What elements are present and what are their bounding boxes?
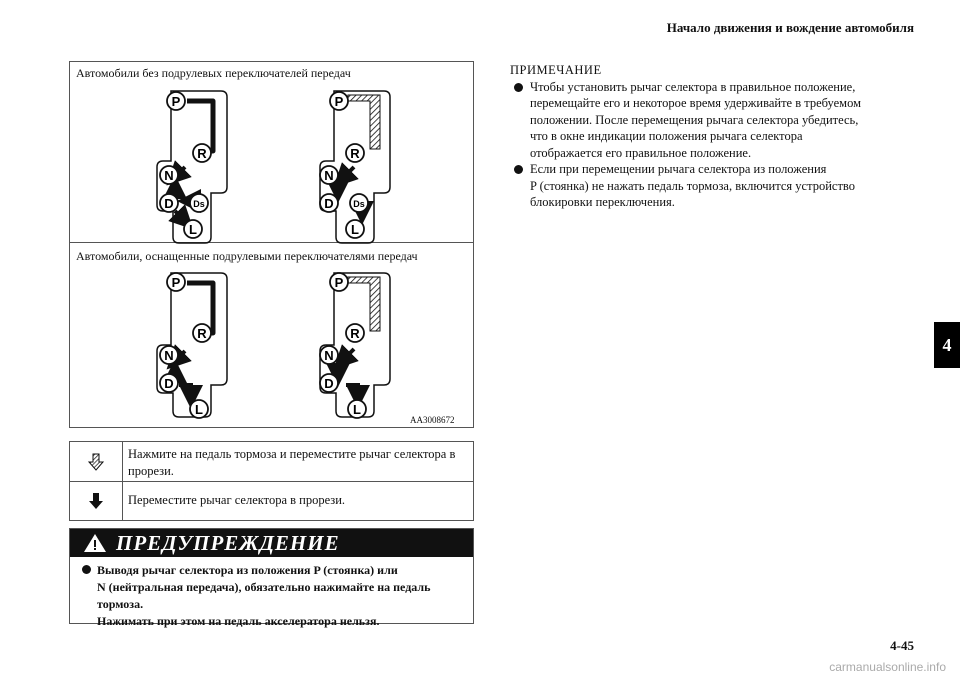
note-item: Если при перемещении рычага селектора из положения P (стоянка) не нажать педаль тормоза, включится устройство блокировки переключения. [510,161,910,211]
gear-ds-label: Ds [193,199,205,209]
gate-labels-2 [320,92,368,238]
gear-r-label: R [197,146,207,161]
gear-l-label: L [189,222,197,237]
svg-text:N: N [324,348,334,363]
gate-diagram-4 [320,273,390,417]
shift-gate-diagrams [69,61,474,428]
figure-caption-bottom: Автомобили, оснащенные подрулевыми переключателями передач [76,249,418,263]
bullet-icon [514,83,523,92]
svg-text:N: N [164,348,174,363]
figure-caption-top: Автомобили без подрулевых переключателей передач [76,66,351,80]
svg-text:P: P [334,94,344,109]
legend-row [70,482,473,520]
legend-text: Переместите рычаг селектора в прорези. [128,493,346,507]
note-item: Чтобы установить рычаг селектора в правильное положение, перемещайте его и некоторое время удерживайте в требуемом положении. После перемещения рычага селектора убедитесь, что в окне индикации положения рычага селектора отображается его правильное положение. [510,79,910,162]
gate-labels-1 [160,92,211,238]
svg-text:D: D [324,196,334,211]
svg-text:D: D [324,376,334,391]
page-number: 4-45 [890,638,914,653]
legend-row [70,442,473,482]
gear-n-label: N [164,168,174,183]
solid-arrow-down-icon [70,482,123,520]
svg-text:L: L [351,222,359,237]
svg-text:Ds: Ds [353,199,365,209]
gate-diagram-3 [157,273,227,417]
figure-code: AA3008672 [410,415,455,425]
svg-text:N: N [324,168,334,183]
gear-p-label: P [171,94,181,109]
note-title: ПРИМЕЧАНИЕ [510,63,602,77]
chapter-tab: 4 [934,322,960,368]
warning-header [70,529,473,557]
warning-box [69,528,474,628]
svg-text:P: P [334,275,344,290]
operations-legend [69,441,474,521]
running-header: Начало движения и вождение автомобиля [666,20,914,35]
gate-labels-3 [160,273,211,418]
bullet-icon [514,165,523,174]
gear-d-label: D [164,196,174,211]
svg-text:R: R [197,326,207,341]
svg-text:P: P [171,275,181,290]
hatched-arrow-down-icon [70,442,123,481]
svg-text:L: L [353,402,361,417]
svg-text:L: L [195,402,203,417]
svg-text:D: D [164,376,174,391]
warning-triangle-icon [82,532,108,554]
warning-text: Выводя рычаг селектора из положения P (стоянка) или N (нейтральная передача), обязательно нажимайте на педаль тормоза. Нажимать при этом на педаль акселератора нельзя. [82,562,465,630]
bullet-icon [82,565,91,574]
svg-text:R: R [350,326,360,341]
note-section [510,62,910,211]
svg-text:R: R [350,146,360,161]
legend-text: Нажмите на педаль тормоза и переместите рычаг селектора в прорези. [128,447,456,478]
watermark: carmanualsonline.info [829,660,946,674]
warning-title: ПРЕДУПРЕЖДЕНИЕ [116,530,340,555]
